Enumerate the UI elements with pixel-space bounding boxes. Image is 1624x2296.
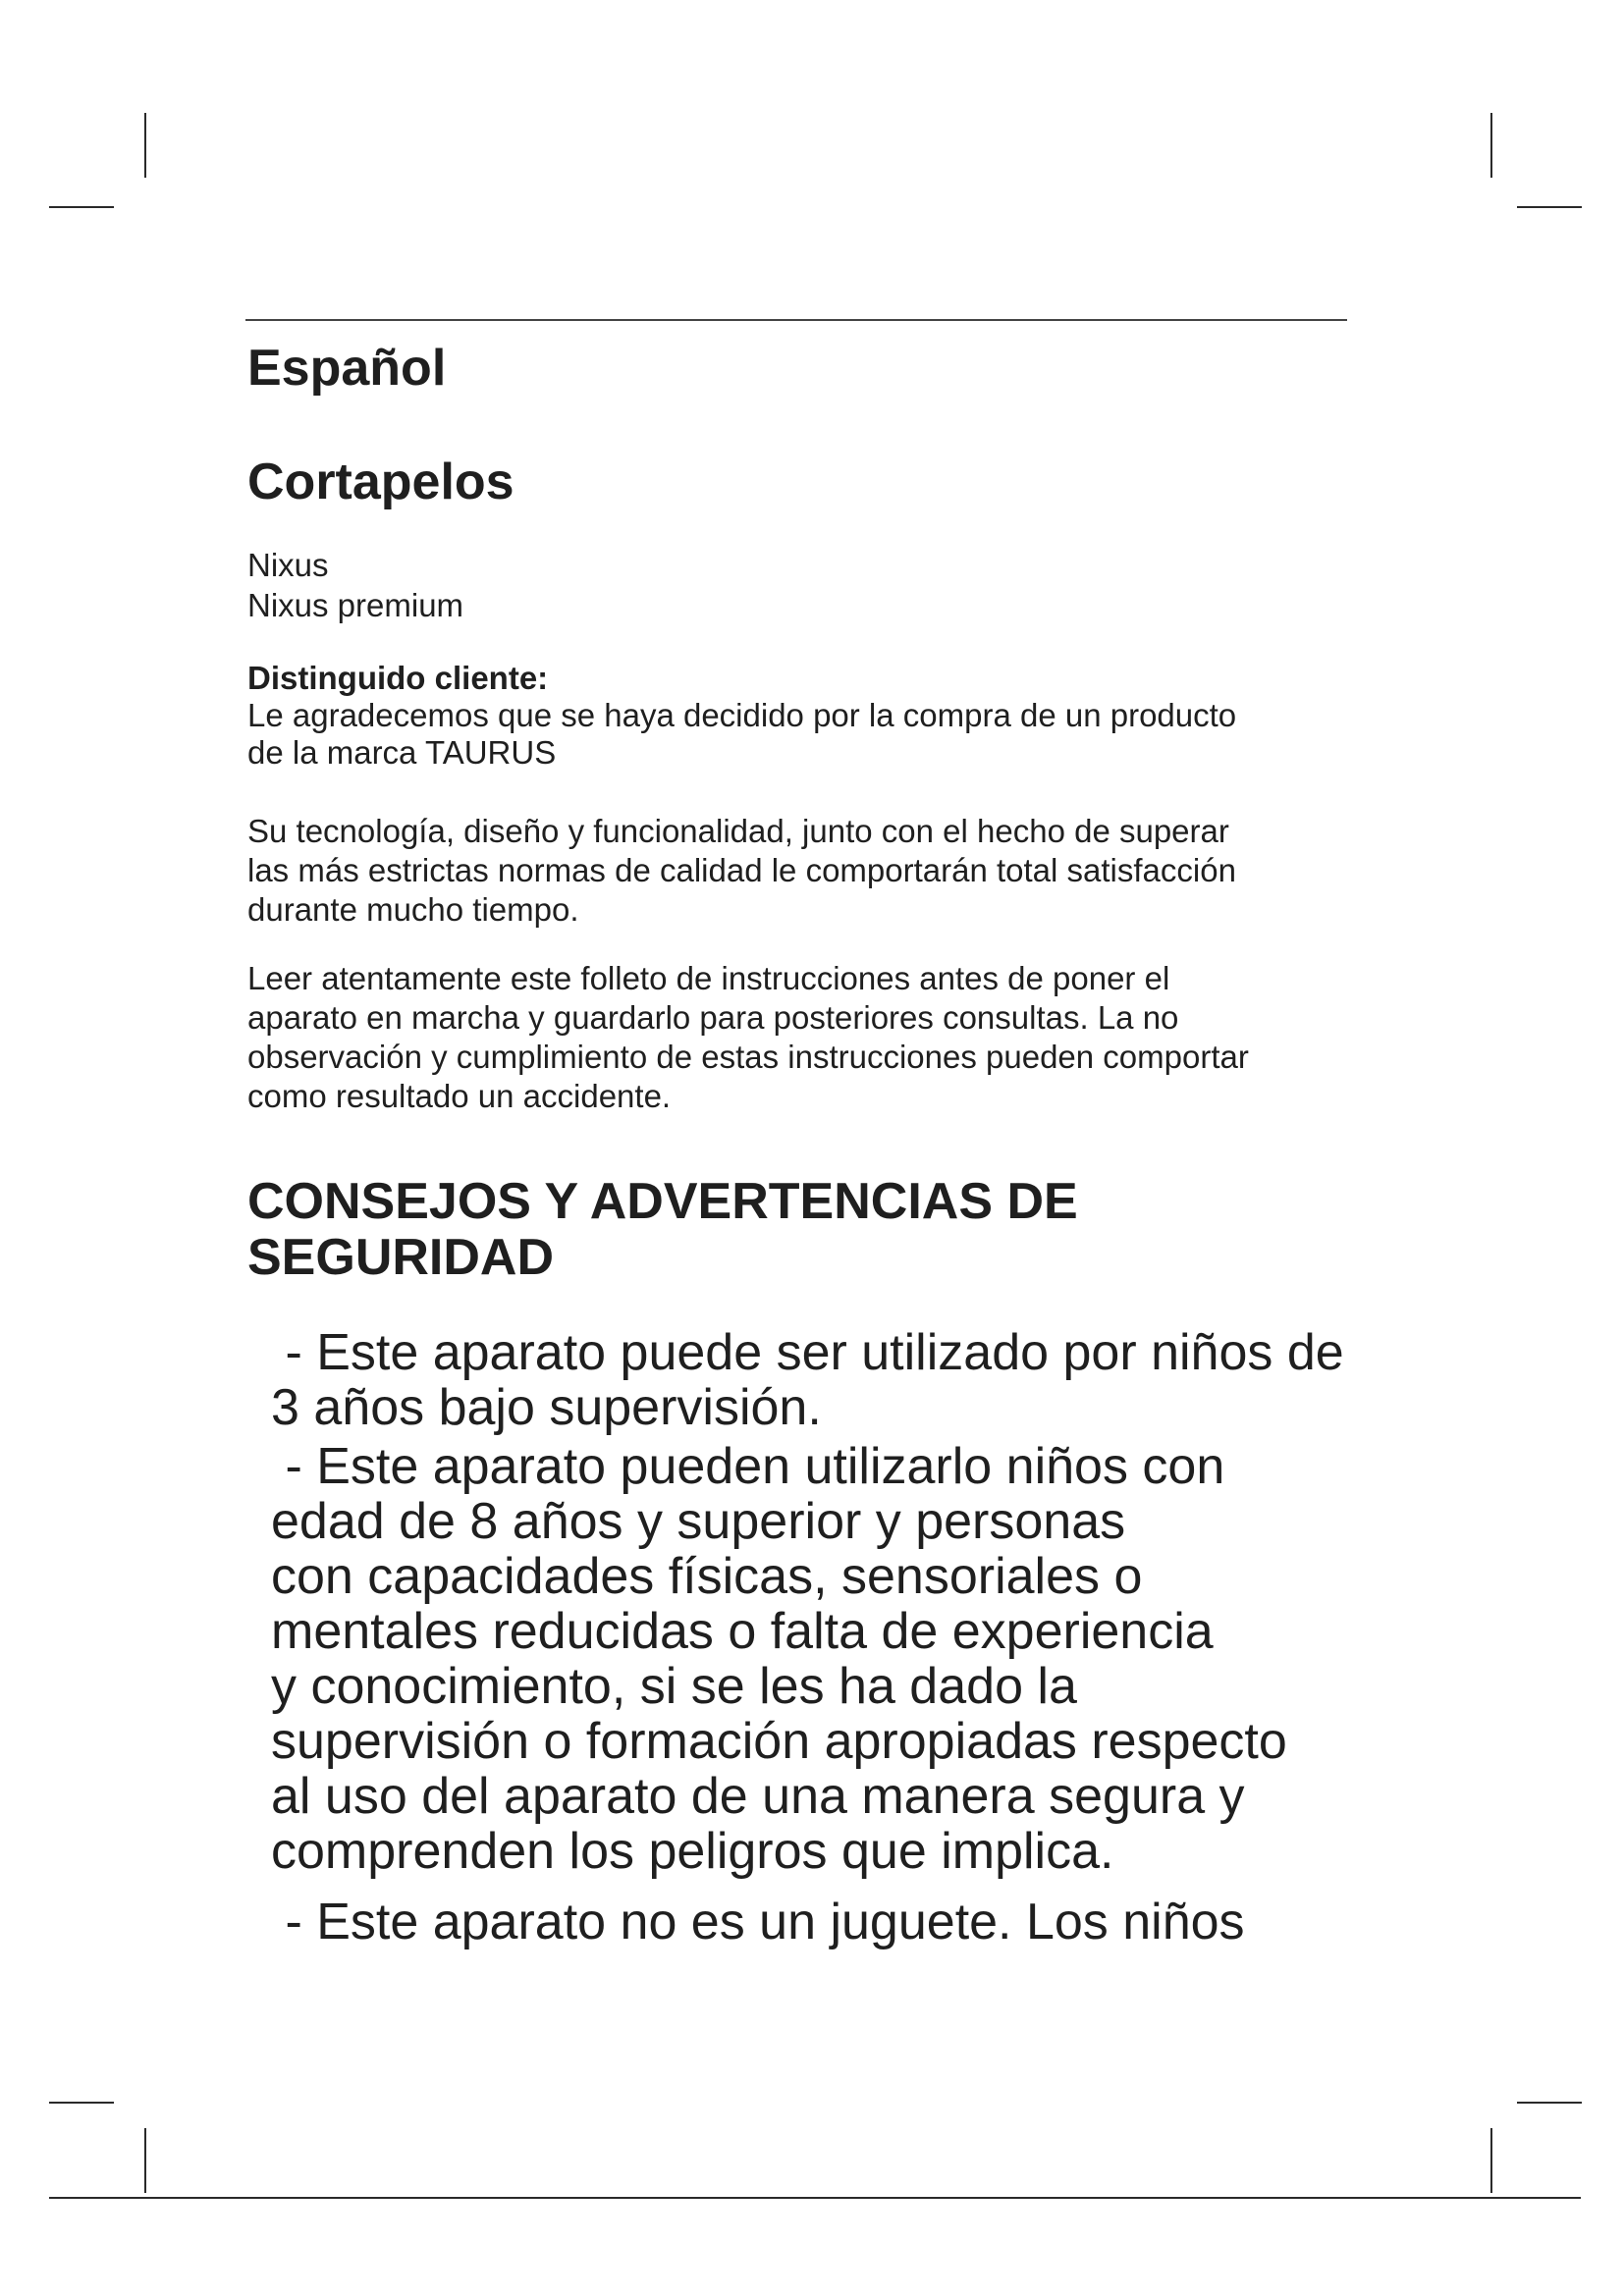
crop-mark-top-left-vertical	[144, 113, 146, 178]
crop-mark-bottom-right-vertical	[1490, 2128, 1492, 2193]
crop-mark-top-right-vertical	[1490, 113, 1492, 178]
paragraph-line: Su tecnología, diseño y funcionalidad, junto con el hecho de superar	[247, 813, 1229, 849]
technology-paragraph	[247, 812, 1236, 930]
warning-line: comprenden los peligros que implica.	[271, 1823, 1114, 1880]
warning-item	[271, 1439, 1287, 1879]
intro-line: de la marca TAURUS	[247, 734, 557, 771]
warning-line: edad de 8 años y superior y personas	[271, 1493, 1126, 1550]
bottom-trim-line	[49, 2197, 1581, 2199]
warning-line: y conocimiento, si se les ha dado la	[271, 1658, 1077, 1715]
safety-heading	[247, 1174, 1078, 1286]
warning-line: - Este aparato puede ser utilizado por niños de	[271, 1324, 1344, 1381]
warning-line: - Este aparato pueden utilizarlo niños con	[271, 1438, 1225, 1495]
paragraph-line: aparato en marcha y guardarlo para posteriores consultas. La no	[247, 999, 1179, 1036]
crop-mark-bottom-left-horizontal	[49, 2102, 114, 2104]
crop-mark-bottom-left-vertical	[144, 2128, 146, 2193]
greeting-label: Distinguido cliente:	[247, 660, 549, 696]
instructions-paragraph	[247, 959, 1249, 1116]
language-heading: Español	[247, 340, 447, 397]
intro-line: Le agradecemos que se haya decidido por la compra de un producto	[247, 697, 1237, 733]
model-list	[247, 545, 463, 625]
paragraph-line: como resultado un accidente.	[247, 1078, 672, 1114]
crop-mark-top-right-horizontal	[1517, 206, 1582, 208]
paragraph-line: observación y cumplimiento de estas instrucciones pueden comportar	[247, 1039, 1249, 1075]
model-name: Nixus premium	[247, 587, 464, 623]
header-rule	[245, 319, 1347, 321]
warning-line: mentales reducidas o falta de experiencia	[271, 1603, 1214, 1660]
warning-line: supervisión o formación apropiadas respecto	[271, 1713, 1287, 1770]
crop-mark-top-left-horizontal	[49, 206, 114, 208]
paragraph-line: Leer atentamente este folleto de instrucciones antes de poner el	[247, 960, 1170, 996]
warning-line: 3 años bajo supervisión.	[271, 1379, 822, 1436]
warning-line: al uso del aparato de una manera segura y	[271, 1768, 1245, 1825]
product-heading: Cortapelos	[247, 454, 514, 510]
warning-item	[271, 1325, 1344, 1435]
model-name: Nixus	[247, 547, 329, 583]
greeting-block	[247, 660, 1236, 772]
warning-item	[271, 1895, 1245, 1949]
paragraph-line: durante mucho tiempo.	[247, 891, 579, 928]
crop-mark-bottom-right-horizontal	[1517, 2102, 1582, 2104]
heading-line: CONSEJOS Y ADVERTENCIAS DE	[247, 1173, 1078, 1230]
warning-line: - Este aparato no es un juguete. Los niños	[271, 1894, 1245, 1950]
paragraph-line: las más estrictas normas de calidad le comportarán total satisfacción	[247, 852, 1236, 888]
warning-line: con capacidades físicas, sensoriales o	[271, 1548, 1143, 1605]
heading-line: SEGURIDAD	[247, 1229, 555, 1286]
